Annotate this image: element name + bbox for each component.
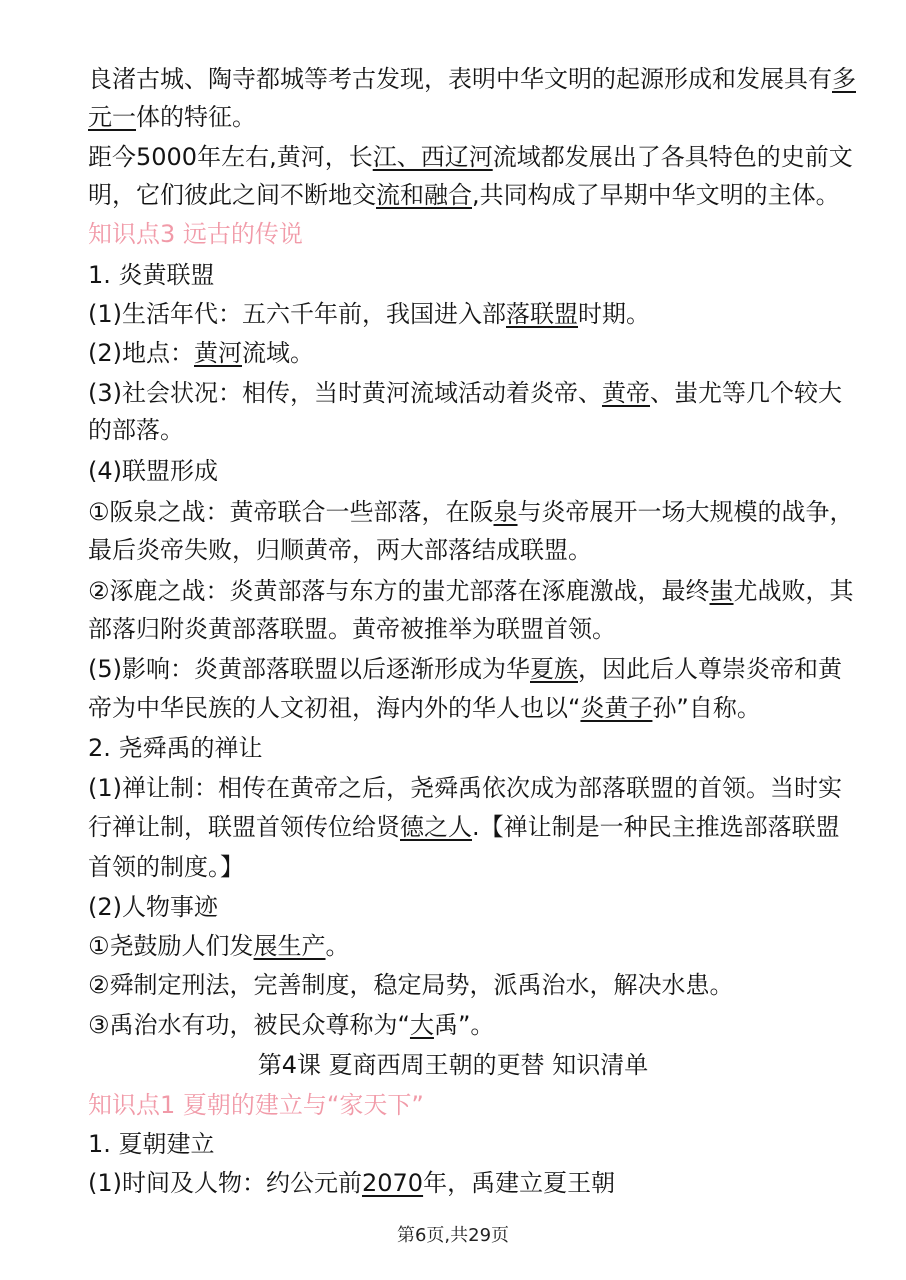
underlined-answer: 泉	[493, 498, 518, 526]
underlined-answer: 大	[409, 1011, 434, 1039]
text-run: 流域。	[242, 339, 314, 367]
text-run: (2)地点：	[88, 339, 194, 367]
text-line	[88, 100, 828, 134]
text-line	[88, 376, 842, 410]
text-run: ,共同构成了早期中华文明的主体。	[472, 181, 840, 209]
underlined-answer: 多	[832, 65, 856, 93]
text-run: 年，禹建立夏王朝	[423, 1169, 616, 1197]
text-line	[88, 413, 828, 447]
text-line	[88, 691, 828, 725]
text-line	[88, 297, 828, 331]
text-run: (3)社会状况：相传，当时黄河流域活动着炎帝、	[88, 379, 602, 407]
underlined-answer: 蚩	[709, 577, 734, 605]
text-line	[88, 178, 840, 212]
underlined-answer: 落联盟	[506, 300, 578, 328]
text-run: 良渚古城、陶寺都城等考古发现，表明中华文明的起源形成和发展具有	[88, 65, 832, 93]
text-line	[88, 771, 842, 805]
text-run: ①尧鼓励人们发	[88, 932, 254, 960]
underlined-answer: 黄河	[194, 339, 242, 367]
underlined-answer: 夏族	[530, 655, 578, 683]
text-run: 时期。	[578, 300, 650, 328]
text-run: 第4课 夏商西周王朝的更替 知识清单	[257, 1051, 649, 1079]
text-line	[88, 731, 828, 765]
text-run: (5)影响：炎黄部落联盟以后逐渐形成为华	[88, 655, 530, 683]
text-run: (4)联盟形成	[88, 457, 218, 485]
text-run: 帝为中华民族的人文初祖，海内外的华人也以“	[88, 694, 581, 722]
underlined-answer: 元一	[88, 103, 136, 131]
text-run: 孙”自称。	[652, 694, 761, 722]
text-run: 尤战败，其	[733, 577, 854, 605]
underlined-answer: 黄帝	[602, 379, 650, 407]
text-run: (1)禅让制：相传在黄帝之后，尧舜禹依次成为部落联盟的首领。当时实	[88, 774, 842, 802]
text-line	[88, 495, 854, 529]
text-line	[88, 810, 840, 844]
text-run: (1)生活年代：五六千年前，我国进入部	[88, 300, 506, 328]
text-line	[88, 968, 828, 1002]
text-line	[88, 1166, 828, 1200]
text-run: (2)人物事迹	[88, 893, 218, 921]
text-run: ，因此后人尊崇炎帝和黄	[578, 655, 842, 683]
underlined-answer: 流和融合	[376, 181, 472, 209]
text-run: 1. 炎黄联盟	[88, 261, 215, 289]
text-run: 知识点1 夏朝的建立与“家天下”	[88, 1091, 424, 1119]
page-footer: 第6页,共29页	[396, 1225, 510, 1246]
text-run: 流域都发展出了各具特色的史前文	[492, 143, 853, 171]
text-line	[88, 929, 828, 963]
section-heading	[88, 1088, 828, 1122]
underlined-answer: 2070	[362, 1169, 424, 1197]
text-run: .【禅让制是一种民主推选部落联盟	[472, 813, 840, 841]
underlined-answer: 德之人	[400, 813, 472, 841]
text-run: 。	[325, 932, 350, 960]
text-line	[88, 454, 828, 488]
text-run: 、蚩尤等几个较大	[650, 379, 842, 407]
text-run: 的部落。	[88, 416, 184, 444]
text-run: 知识点3 远古的传说	[88, 220, 303, 248]
text-line	[88, 850, 828, 884]
text-run: 首领的制度。】	[88, 853, 244, 881]
text-run: 体的特征。	[136, 103, 256, 131]
underlined-answer: 展生产	[253, 932, 326, 960]
text-run: 最后炎帝失败，归顺黄帝，两大部落结成联盟。	[88, 536, 592, 564]
text-run: 行禅让制，联盟首领传位给贤	[88, 813, 400, 841]
lesson-title	[0, 1048, 906, 1082]
text-line	[88, 336, 828, 370]
text-line	[88, 574, 854, 608]
text-line	[88, 258, 828, 292]
underlined-answer: 炎黄子	[580, 694, 653, 722]
text-run: 1. 夏朝建立	[88, 1130, 215, 1158]
text-run: 明，它们彼此之间不断地交	[88, 181, 376, 209]
text-line	[88, 1127, 828, 1161]
text-run: 与炎帝展开一场大规模的战争，	[517, 498, 854, 526]
text-run: (1)时间及人物：约公元前	[88, 1169, 362, 1197]
text-run: ②舜制定刑法，完善制度，稳定局势，派禹治水，解决水患。	[88, 971, 734, 999]
text-run: ③禹治水有功，被民众尊称为“	[88, 1011, 410, 1039]
text-run: 禹”。	[433, 1011, 495, 1039]
text-run: ①阪泉之战：黄帝联合一些部落，在阪	[88, 498, 494, 526]
text-line	[88, 533, 828, 567]
underlined-answer: 江、西辽河	[372, 143, 493, 171]
text-line	[88, 1008, 828, 1042]
text-run: 部落归附炎黄部落联盟。黄帝被推举为联盟首领。	[88, 615, 616, 643]
text-line	[88, 612, 828, 646]
text-line	[88, 890, 828, 924]
text-run: 2. 尧舜禹的禅让	[88, 734, 263, 762]
section-heading	[88, 217, 828, 251]
text-run: 距今5000年左右,黄河，长	[88, 143, 373, 171]
text-line	[88, 140, 853, 174]
text-line	[88, 62, 856, 96]
text-run: ②涿鹿之战：炎黄部落与东方的蚩尤部落在涿鹿激战，最终	[88, 577, 710, 605]
text-line	[88, 652, 842, 686]
